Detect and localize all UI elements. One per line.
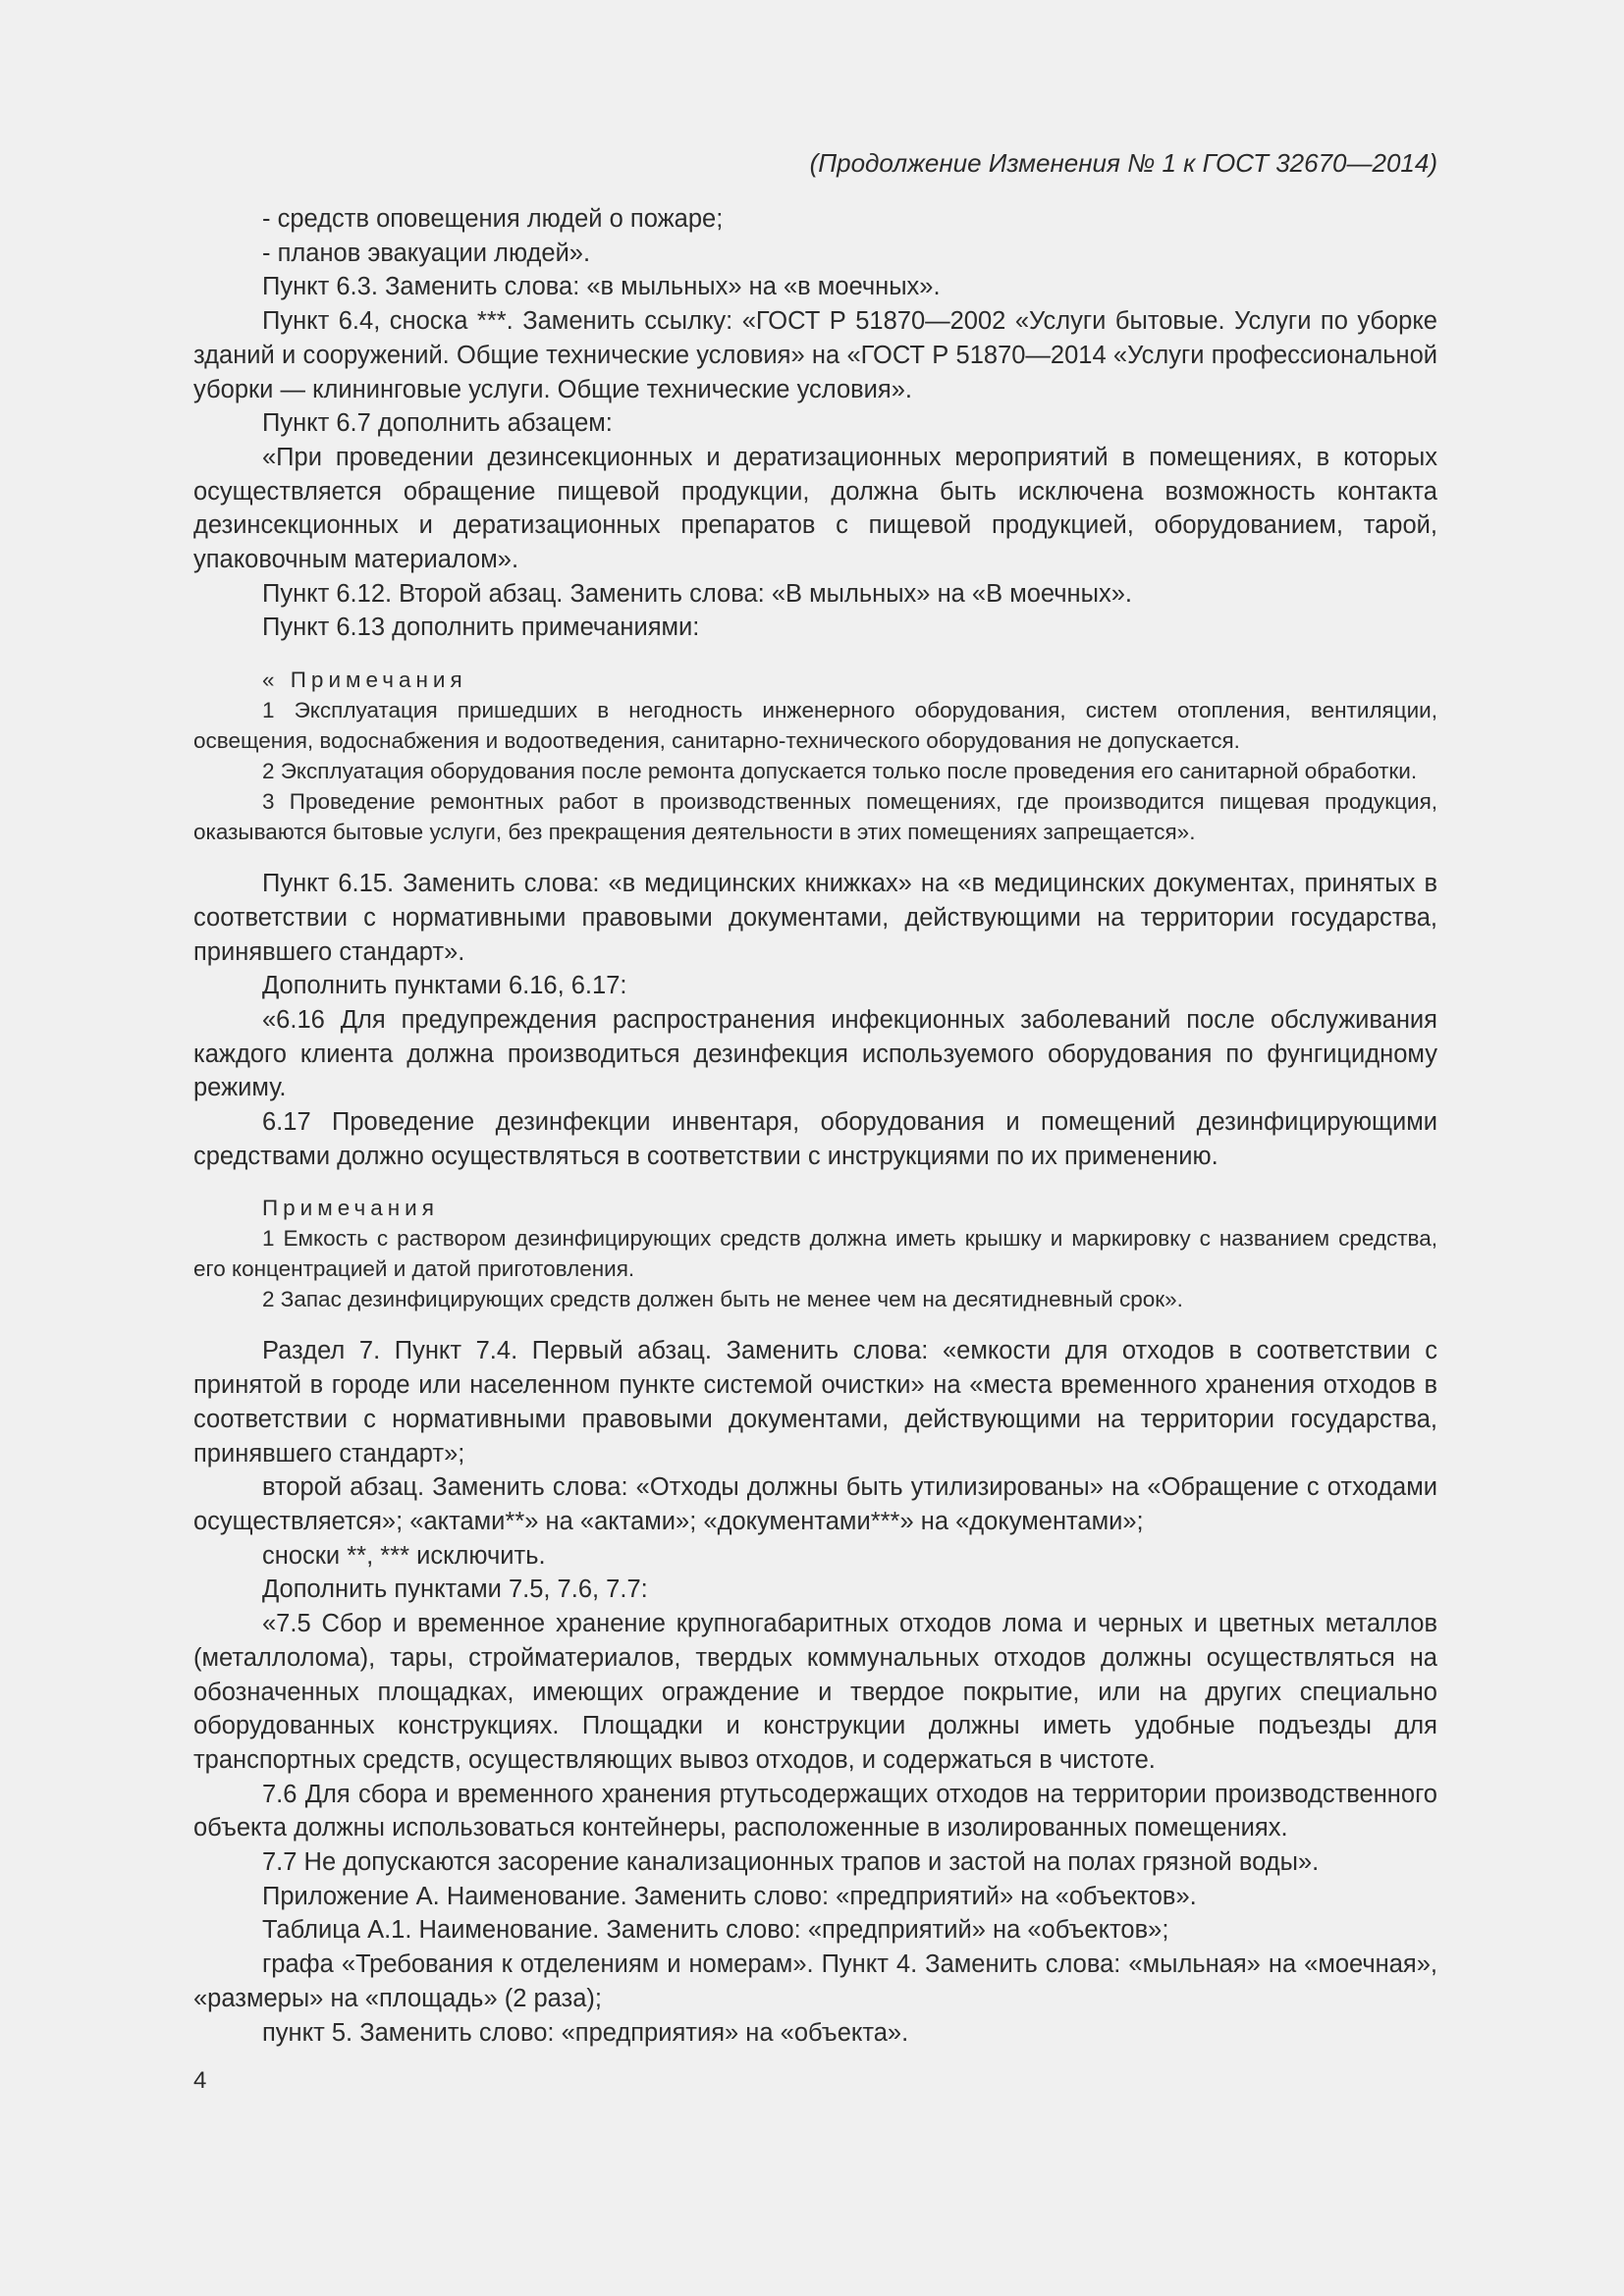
paragraph: Пункт 6.7 дополнить абзацем: [262, 409, 613, 438]
paragraph: Пункт 6.4, сноска ***. Заменить ссылку: «ГОСТ Р 51870—2002 «Услуги бытовые. Услуги по уборке зданий и сооружений. Общие технические условия» на «ГОСТ Р 51870—2014 «Услуги профессиональной уборки — клининговые услуги. Общие технические условия». [193, 307, 1437, 403]
paragraph: Дополнить пунктами 6.16, 6.17: [262, 972, 627, 1000]
paragraph: Раздел 7. Пункт 7.4. Первый абзац. Заменить слова: «емкости для отходов в соответствии с принятой в городе или населенном пункте системой очистки» на «места временного хранения отходов в соответствии с нормативными правовыми документами, действующими на территории государства, принявшего стандарт»; [193, 1337, 1437, 1468]
paragraph: пункт 5. Заменить слово: «предприятия» на «объекта». [262, 2018, 909, 2047]
page-number: 4 [193, 2067, 207, 2094]
paragraph: Приложение А. Наименование. Заменить слово: «предприятий» на «объектов». [262, 1882, 1197, 1910]
paragraph: Пункт 6.13 дополнить примечаниями: [262, 614, 700, 642]
notes-block-2 [193, 1193, 1437, 1314]
paragraph: - планов эвакуации людей». [262, 239, 591, 267]
paragraph: сноски **, *** исключить. [262, 1541, 546, 1570]
paragraph: второй абзац. Заменить слова: «Отходы должны быть утилизированы» на «Обращение с отходами осуществляется»; «актами**» на «актами»; «документами***» на «документами»; [193, 1473, 1437, 1535]
body-text [193, 202, 1437, 645]
note-item: 2 Эксплуатация оборудования после ремонта допускается только после проведения его санитарной обработки. [262, 759, 1418, 784]
notes-block-1 [193, 665, 1437, 847]
notes-title: Примечания [262, 1196, 439, 1221]
paragraph: Таблица А.1. Наименование. Заменить слово: «предприятий» на «объектов»; [262, 1916, 1169, 1945]
note-item: 2 Запас дезинфицирующих средств должен быть не менее чем на десятидневный срок». [262, 1287, 1183, 1312]
paragraph: «При проведении дезинсекционных и дератизационных мероприятий в помещениях, в которых осуществляется обращение пищевой продукции, должна быть исключена возможность контакта дезинсекционных и дератизационных препаратов с пищевой продукцией, оборудованием, тарой, упаковочным материалом». [193, 443, 1437, 574]
paragraph: 7.6 Для сбора и временного хранения ртутьсодержащих отходов на территории производственного объекта должны использоваться контейнеры, расположенные в изолированных помещениях. [193, 1780, 1437, 1842]
paragraph: графа «Требования к отделениям и номерам». Пункт 4. Заменить слова: «мыльная» на «моечная», «размеры» на «площадь» (2 раза); [193, 1950, 1437, 2012]
note-item: 3 Проведение ремонтных работ в производственных помещениях, где производится пищевая продукция, оказываются бытовые услуги, без прекращения деятельности в этих помещениях запрещается». [193, 789, 1437, 845]
paragraph: «6.16 Для предупреждения распространения инфекционных заболеваний после обслуживания каждого клиента должна производиться дезинфекция используемого оборудования по фунгицидному режиму. [193, 1005, 1437, 1102]
note-item: 1 Эксплуатация пришедших в негодность инженерного оборудования, систем отопления, вентиляции, освещения, водоснабжения и водоотведения, санитарно-технического оборудования не допускается. [193, 698, 1437, 754]
page-header: (Продолжение Изменения № 1 к ГОСТ 32670—2014) [809, 148, 1437, 178]
body-text [193, 1334, 1437, 2050]
paragraph: - средств оповещения людей о пожаре; [262, 205, 724, 233]
paragraph: Пункт 6.3. Заменить слова: «в мыльных» на «в моечных». [262, 273, 941, 301]
note-item: 1 Емкость с раствором дезинфицирующих средств должна иметь крышку и маркировку с названием средства, его концентрацией и датой приготовления. [193, 1226, 1437, 1282]
paragraph: Дополнить пунктами 7.5, 7.6, 7.7: [262, 1575, 648, 1604]
paragraph: «7.5 Сбор и временное хранение крупногабаритных отходов лома и черных и цветных металлов (металлолома), тары, стройматериалов, твердых коммунальных отходов должны осуществляться на обозначенных площадках, имеющих ограждение и твердое покрытие, или на других специально оборудованных конструкциях. Площадки и конструкции должны иметь удобные подъезды для транспортных средств, осуществляющих вывоз отходов, и содержаться в чистоте. [193, 1610, 1437, 1774]
paragraph: Пункт 6.12. Второй абзац. Заменить слова: «В мыльных» на «В моечных». [262, 579, 1132, 608]
body-text [193, 867, 1437, 1173]
paragraph: Пункт 6.15. Заменить слова: «в медицинских книжках» на «в медицинских документах, принятых в соответствии с нормативными правовыми документами, действующими на территории государства, принявшего стандарт». [193, 870, 1437, 966]
paragraph: 7.7 Не допускаются засорение канализационных трапов и застой на полах грязной воды». [262, 1848, 1320, 1877]
notes-title: « Примечания [262, 667, 467, 693]
paragraph: 6.17 Проведение дезинфекции инвентаря, оборудования и помещений дезинфицирующими средствами должно осуществляться в соответствии с инструкциями по их применению. [193, 1108, 1437, 1170]
